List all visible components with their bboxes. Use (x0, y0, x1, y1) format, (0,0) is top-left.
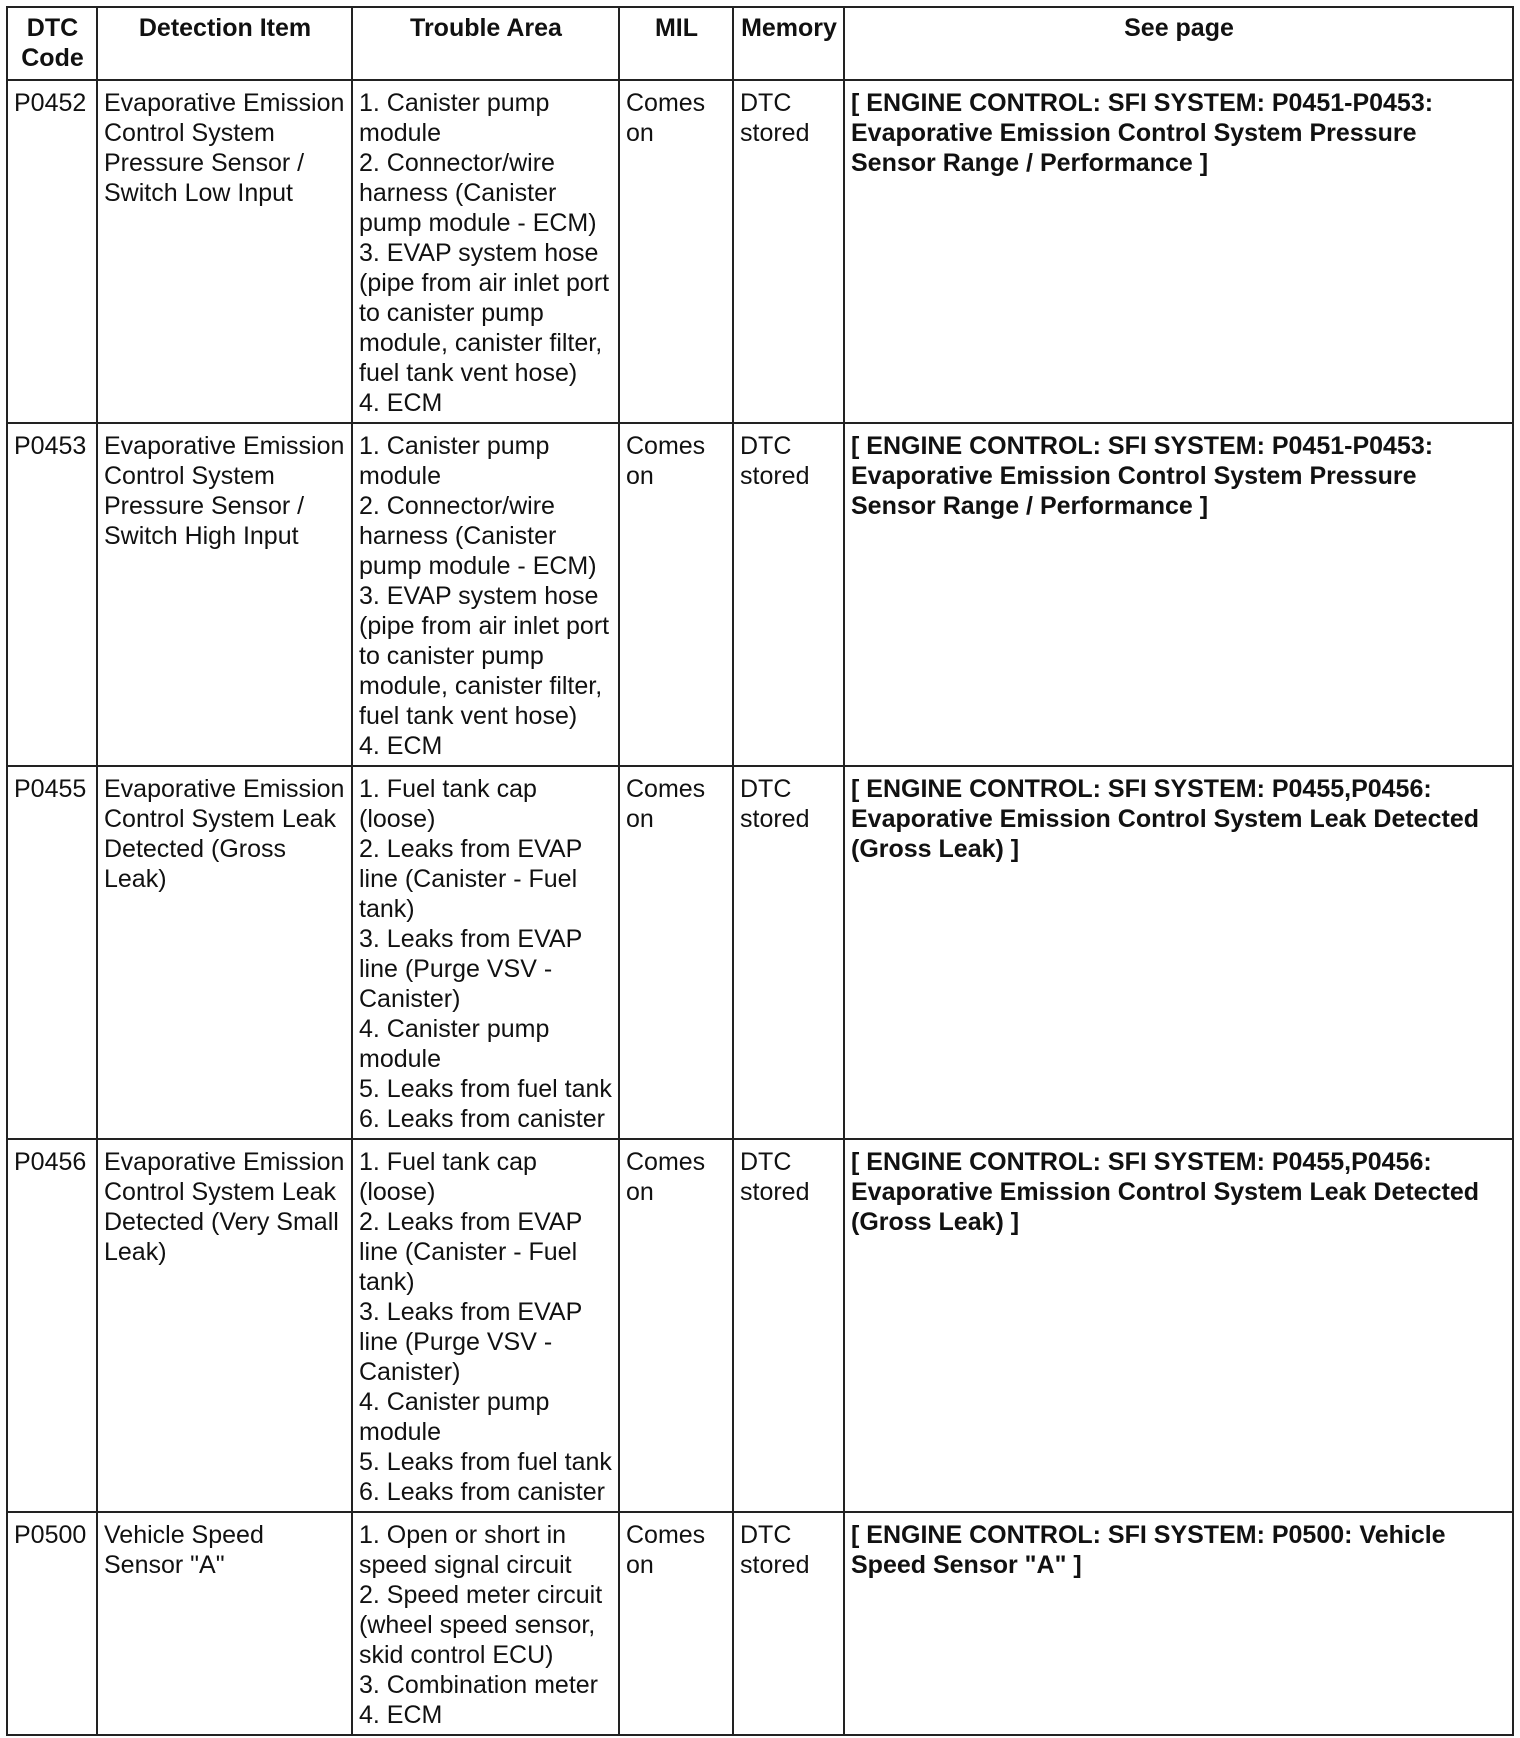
header-detection-item: Detection Item (97, 7, 352, 80)
trouble-area-item: 3. Combination meter (359, 1671, 599, 1699)
see-page-cell: [ ENGINE CONTROL: SFI SYSTEM: P0455,P0456: Evaporative Emission Control System Leak Detected (Gross Leak) ] (844, 1139, 1513, 1512)
see-page-cell: [ ENGINE CONTROL: SFI SYSTEM: P0500: Vehicle Speed Sensor "A" ] (844, 1512, 1513, 1735)
trouble-area-item: 1. Fuel tank cap (loose) (359, 1148, 537, 1206)
dtc-table (6, 6, 1514, 1736)
trouble-area-item: 4. Canister pump module (359, 1015, 550, 1073)
detection-item-cell: Evaporative Emission Control System Leak Detected (Very Small Leak) (97, 1139, 352, 1512)
header-dtc-code: DTC Code (7, 7, 97, 80)
memory-cell: DTC stored (733, 1139, 844, 1512)
trouble-area-item: 5. Leaks from fuel tank (359, 1075, 612, 1103)
mil-cell: Comes on (619, 423, 733, 766)
memory-cell: DTC stored (733, 80, 844, 423)
detection-item-cell: Evaporative Emission Control System Pressure Sensor / Switch Low Input (97, 80, 352, 423)
trouble-area-item: 4. ECM (359, 389, 443, 417)
trouble-area-cell (352, 423, 619, 766)
trouble-area-item: 2. Speed meter circuit (wheel speed sensor, skid control ECU) (359, 1581, 603, 1669)
trouble-area-item: 2. Connector/wire harness (Canister pump module - ECM) (359, 149, 597, 237)
detection-item-cell: Evaporative Emission Control System Leak Detected (Gross Leak) (97, 766, 352, 1139)
table-row (7, 1139, 1513, 1512)
header-trouble-area: Trouble Area (352, 7, 619, 80)
trouble-area-item: 3. EVAP system hose (pipe from air inlet port to canister pump module, canister filter, fuel tank vent hose) (359, 582, 610, 730)
trouble-area-cell (352, 1512, 619, 1735)
mil-cell: Comes on (619, 1139, 733, 1512)
detection-item-cell: Evaporative Emission Control System Pressure Sensor / Switch High Input (97, 423, 352, 766)
trouble-area-cell (352, 766, 619, 1139)
trouble-area-cell (352, 1139, 619, 1512)
mil-cell: Comes on (619, 80, 733, 423)
dtc-code-cell: P0500 (7, 1512, 97, 1735)
trouble-area-item: 6. Leaks from canister (359, 1105, 605, 1133)
memory-cell: DTC stored (733, 423, 844, 766)
dtc-code-cell: P0456 (7, 1139, 97, 1512)
header-memory: Memory (733, 7, 844, 80)
see-page-cell: [ ENGINE CONTROL: SFI SYSTEM: P0451-P0453: Evaporative Emission Control System Pressure Sensor Range / Performance ] (844, 423, 1513, 766)
trouble-area-item: 3. Leaks from EVAP line (Purge VSV - Canister) (359, 1298, 582, 1386)
table-body (7, 80, 1513, 1735)
trouble-area-item: 2. Leaks from EVAP line (Canister - Fuel tank) (359, 1208, 582, 1296)
trouble-area-item: 4. ECM (359, 1701, 443, 1729)
mil-cell: Comes on (619, 1512, 733, 1735)
trouble-area-item: 2. Leaks from EVAP line (Canister - Fuel tank) (359, 835, 582, 923)
table-header (7, 7, 1513, 80)
header-row (7, 7, 1513, 80)
dtc-code-cell: P0455 (7, 766, 97, 1139)
trouble-area-item: 1. Fuel tank cap (loose) (359, 775, 537, 833)
trouble-area-item: 4. Canister pump module (359, 1388, 550, 1446)
trouble-area-item: 4. ECM (359, 732, 443, 760)
trouble-area-item: 3. EVAP system hose (pipe from air inlet port to canister pump module, canister filter, fuel tank vent hose) (359, 239, 610, 387)
trouble-area-item: 6. Leaks from canister (359, 1478, 605, 1506)
trouble-area-item: 3. Leaks from EVAP line (Purge VSV - Canister) (359, 925, 582, 1013)
trouble-area-item: 1. Open or short in speed signal circuit (359, 1521, 572, 1579)
trouble-area-item: 1. Canister pump module (359, 89, 550, 147)
table-row (7, 766, 1513, 1139)
header-see-page: See page (844, 7, 1513, 80)
see-page-cell: [ ENGINE CONTROL: SFI SYSTEM: P0455,P0456: Evaporative Emission Control System Leak Detected (Gross Leak) ] (844, 766, 1513, 1139)
memory-cell: DTC stored (733, 1512, 844, 1735)
see-page-cell: [ ENGINE CONTROL: SFI SYSTEM: P0451-P0453: Evaporative Emission Control System Pressure Sensor Range / Performance ] (844, 80, 1513, 423)
trouble-area-cell (352, 80, 619, 423)
table-row (7, 1512, 1513, 1735)
table-row (7, 80, 1513, 423)
table-row (7, 423, 1513, 766)
detection-item-cell: Vehicle Speed Sensor "A" (97, 1512, 352, 1735)
header-mil: MIL (619, 7, 733, 80)
mil-cell: Comes on (619, 766, 733, 1139)
trouble-area-item: 5. Leaks from fuel tank (359, 1448, 612, 1476)
trouble-area-item: 1. Canister pump module (359, 432, 550, 490)
memory-cell: DTC stored (733, 766, 844, 1139)
trouble-area-item: 2. Connector/wire harness (Canister pump module - ECM) (359, 492, 597, 580)
dtc-code-cell: P0453 (7, 423, 97, 766)
dtc-code-cell: P0452 (7, 80, 97, 423)
